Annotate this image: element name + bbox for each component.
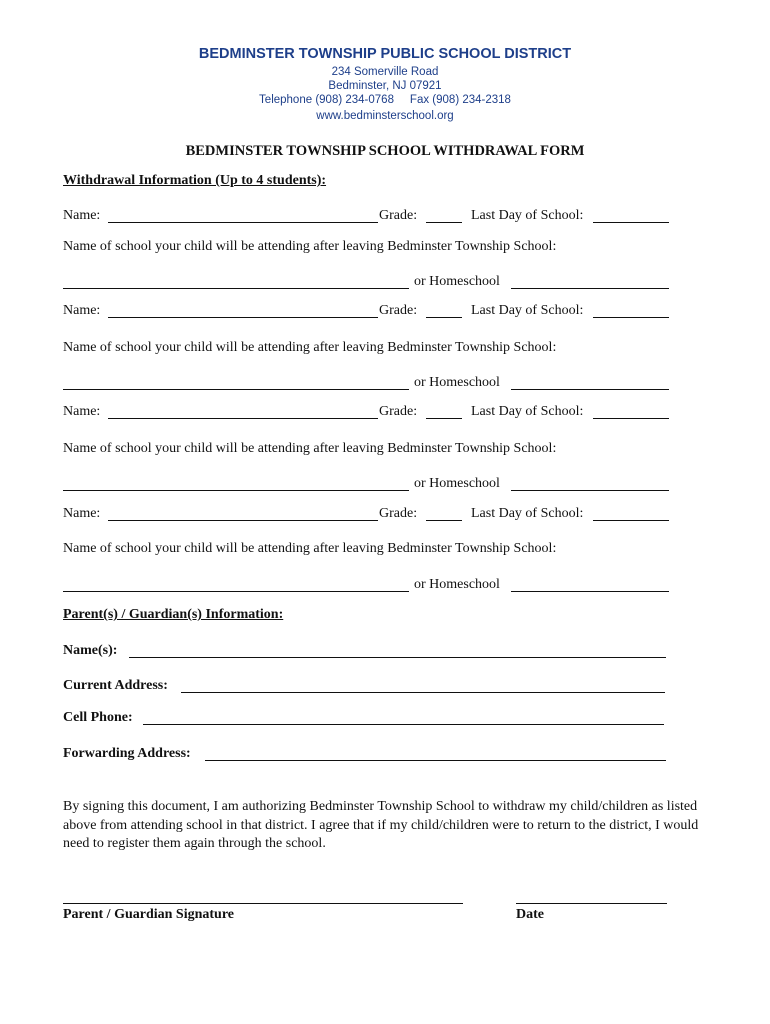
district-website[interactable]: www.bedminsterschool.org (316, 110, 454, 122)
student-2-school-question: Name of school your child will be attending after leaving Bedminster Township School: (63, 340, 557, 355)
last-day-label: Last Day of School: (471, 404, 584, 419)
last-day-label: Last Day of School: (471, 303, 584, 318)
student-4-grade-field[interactable] (426, 506, 462, 521)
signature-line[interactable] (63, 902, 463, 904)
student-4-last-day-field[interactable] (593, 506, 669, 521)
current-address-label: Current Address: (63, 678, 168, 693)
authorization-statement: By signing this document, I am authorizing Bedminster Township School to withdraw my child/children as listed above from attending school in that district. I agree that if my child/children were to return to the district, I would need to register them again through the school. (63, 799, 699, 851)
parent-names-field[interactable] (129, 643, 666, 658)
student-row-2 (63, 303, 673, 323)
homeschool-label: or Homeschool (414, 375, 500, 390)
student-1-school-question: Name of school your child will be attending after leaving Bedminster Township School: (63, 239, 557, 254)
student-3-school-row (63, 476, 673, 496)
student-3-grade-field[interactable] (426, 404, 462, 419)
student-3-school-field[interactable] (63, 476, 409, 491)
student-4-school-question: Name of school your child will be attending after leaving Bedminster Township School: (63, 541, 557, 556)
grade-label: Grade: (379, 506, 418, 521)
student-4-school-row (63, 577, 673, 597)
student-1-grade-field[interactable] (426, 208, 462, 223)
name-label: Name: (63, 404, 101, 419)
homeschool-label: or Homeschool (414, 577, 500, 592)
district-address-line2: Bedminster, NJ 07921 (328, 80, 442, 92)
date-label: Date (516, 907, 544, 922)
student-2-school-row (63, 375, 673, 395)
date-line[interactable] (516, 902, 667, 904)
forwarding-address-row (63, 746, 673, 766)
student-2-homeschool-field[interactable] (511, 375, 669, 390)
grade-label: Grade: (379, 208, 418, 223)
form-title: BEDMINSTER TOWNSHIP SCHOOL WITHDRAWAL FORM (185, 143, 585, 159)
student-2-grade-field[interactable] (426, 303, 462, 318)
student-1-school-row (63, 274, 673, 294)
student-1-name-field[interactable] (108, 208, 378, 223)
parent-section-heading: Parent(s) / Guardian(s) Information: (63, 607, 284, 622)
student-3-school-question: Name of school your child will be attending after leaving Bedminster Township School: (63, 441, 557, 456)
student-3-name-field[interactable] (108, 404, 378, 419)
current-address-row (63, 678, 673, 698)
student-2-school-field[interactable] (63, 375, 409, 390)
student-row-4 (63, 506, 673, 526)
grade-label: Grade: (379, 303, 418, 318)
student-3-last-day-field[interactable] (593, 404, 669, 419)
grade-label: Grade: (379, 404, 418, 419)
cell-phone-label: Cell Phone: (63, 710, 133, 725)
district-name: BEDMINSTER TOWNSHIP PUBLIC SCHOOL DISTRICT (198, 46, 572, 62)
name-label: Name: (63, 303, 101, 318)
student-4-name-field[interactable] (108, 506, 378, 521)
name-label: Name: (63, 208, 101, 223)
name-label: Name: (63, 506, 101, 521)
last-day-label: Last Day of School: (471, 506, 584, 521)
student-4-homeschool-field[interactable] (511, 577, 669, 592)
homeschool-label: or Homeschool (414, 476, 500, 491)
student-1-last-day-field[interactable] (593, 208, 669, 223)
cell-phone-field[interactable] (143, 710, 664, 725)
signature-label: Parent / Guardian Signature (63, 907, 235, 922)
district-address-line1: 234 Somerville Road (331, 66, 439, 78)
cell-phone-row (63, 710, 673, 730)
student-3-homeschool-field[interactable] (511, 476, 669, 491)
student-1-school-field[interactable] (63, 274, 409, 289)
student-2-last-day-field[interactable] (593, 303, 669, 318)
forwarding-address-field[interactable] (205, 746, 666, 761)
student-4-school-field[interactable] (63, 577, 409, 592)
withdrawal-section-heading: Withdrawal Information (Up to 4 students): (63, 173, 327, 188)
homeschool-label: or Homeschool (414, 274, 500, 289)
student-row-1 (63, 208, 673, 228)
last-day-label: Last Day of School: (471, 208, 584, 223)
student-1-homeschool-field[interactable] (511, 274, 669, 289)
parent-names-row (63, 643, 673, 663)
student-2-name-field[interactable] (108, 303, 378, 318)
student-row-3 (63, 404, 673, 424)
district-phone-fax: Telephone (908) 234-0768 Fax (908) 234-2318 (259, 94, 511, 106)
current-address-field[interactable] (181, 678, 665, 693)
forwarding-address-label: Forwarding Address: (63, 746, 191, 761)
parent-names-label: Name(s): (63, 643, 118, 658)
